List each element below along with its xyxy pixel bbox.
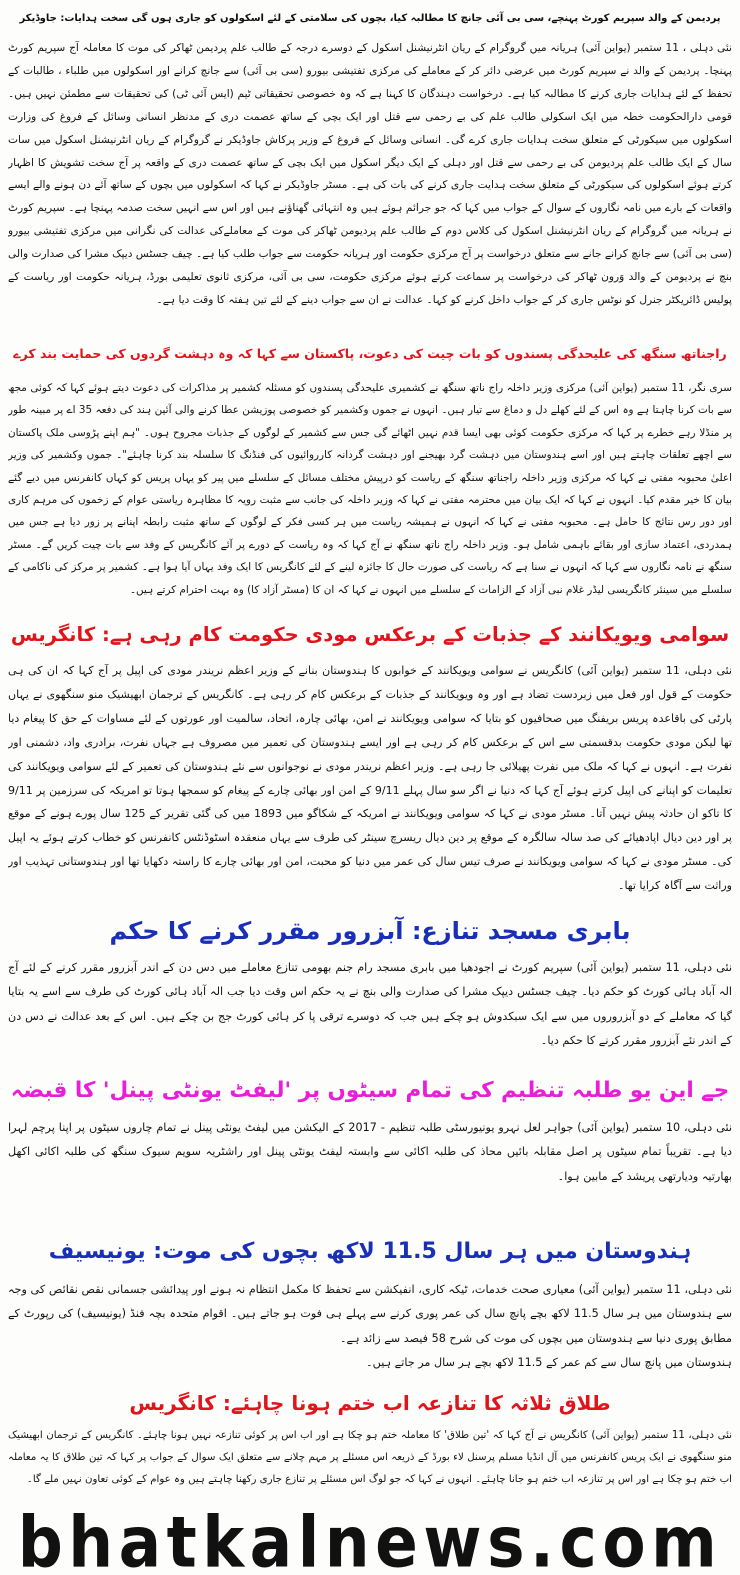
- article-body: [8, 37, 732, 314]
- article-paragraph: نئی دہلی، 10 ستمبر (یواین آئی) جواہر لعل نہرو یونیورسٹی طلبہ تنظیم - 2017 کے الیکشن میں لیفٹ یونٹی پینل نے تمام چاروں سیٹوں پر اپنا پرچم لہرا دیا ہے۔ تقریباً تمام سیٹوں پر اصل مقابلہ بائیں محاذ کی طلبہ اکائی سے وابستہ لیفٹ یونٹی پینل اور راشٹریہ سویم سیوک سنگھ کی طلبہ اکائی اکھل بھارتیہ ودیارتھی پریشد کے مابین ہوا۔: [8, 1121, 732, 1183]
- site-footer: [0, 1501, 740, 1575]
- news-article: [0, 905, 740, 1065]
- article-headline: پردیمن کے والد سپریم کورٹ پہنچے، سی بی آئی جانچ کا مطالبہ کیا، بچوں کی سلامتی کے لئے اسکولوں کو جاری ہوں گی سخت ہدایات: جاوڈیکر: [19, 13, 721, 24]
- news-article: [0, 610, 740, 905]
- article-body: [8, 956, 732, 1056]
- article-headline: طلاق ثلاثہ کا تنازعہ اب ختم ہونا چاہئے: کانگریس: [129, 1391, 611, 1415]
- article-paragraph: سری نگر، 11 ستمبر (یواین آئی) مرکزی وزیر داخلہ راج ناتھ سنگھ نے کشمیری علیحدگی پسندوں کو مسئلہ کشمیر پر مذاکرات کی دعوت دیتے ہوئے کہا کہ کوئی مجھ سے بات کرنا چاہتا ہے وہ اس کے لئے کھلے دل و دماغ سے تیار ہیں۔ انہوں نے جموں وکشمیر کو خصوصی پوزیشن عطا کرنے والی آئین ہند کی دفعہ 35 اے پر مبینہ طور پر منڈلا رہے خطرے پر کہا کہ مرکزی حکومت کوئی بھی ایسا قدم نہیں اٹھائے گی جس سے کشمیر کے لوگوں کے جذبات مجروح ہوں۔ "ہم اپنے پڑوسی ملک پاکستان سے اچھے تعلقات چاہتے ہیں اور اسے ہندوستان میں دہشت گرد بھیجنے اور دہشت گردانہ کارروائیوں کی فنڈنگ کا سلسلہ بند کرنا چاہئے"۔ جموں وکشمیر کی وزیر اعلیٰ محبوبہ مفتی نے کہا کہ مرکزی وزیر داخلہ راجناتھ سنگھ کے ریاست کو درپیش مختلف مسائل کے سلسلے میں پیر کو یہاں پریس کو کہاں کانفرنس میں دیے گئے بیان کا خیر مقدم کیا۔ انہوں نے کہا کہ ایک بیان میں محترمہ مفتی نے کہا کہ وزیر داخلہ کی جانب سے مثبت رویہ کا مظاہرہ ریاستی عوام کے زخموں کی مرہم کاری اور دور رس نتائج کا حامل ہے۔ محبوبہ مفتی نے کہا کہ انہوں نے ہمیشہ ریاست میں ہر کسی فکر کے لوگوں کے ساتھ مثبت رابطہ اپنانے پر زور دیا ہے جس میں ہمدردی، اعتماد سازی اور بقائے باہمی شامل ہو۔ وزیر داخلہ راج ناتھ سنگھ نے آج کہا کہ وہ ریاست کے دورے پر آئے کانگریس کے وفد سے بات چیت کریں گے۔ مسٹر سنگھ نے نامہ نگاروں سے کہا کہ انہوں نے سنا ہے کہ ریاست کی صورت حال کا جائزہ لینے کے لئے کانگریس کا ایک وفد یہاں آیا ہوا ہے۔ کشمیر پر مرکز کی ناکامی کے سلسلے میں سینئر کانگریسی لیڈر غلام نبی آزاد کے الزامات کے سلسلے میں انہوں نے کہا کہ ان کا (مسٹر آزاد کا) وہ بہت احترام کرتے ہیں۔: [8, 382, 732, 596]
- article-headline: بابری مسجد تنازع: آبزرور مقرر کرنے کا حکم: [109, 917, 631, 945]
- news-article: [0, 1380, 740, 1509]
- article-body: [8, 1425, 732, 1493]
- article-headline: سوامی ویویکانند کے جذبات کے برعکس مودی حکومت کام رہی ہے: کانگریس: [10, 623, 730, 646]
- news-article: [0, 330, 740, 610]
- news-article: [0, 1065, 740, 1225]
- article-body: [8, 1278, 732, 1378]
- article-body: [8, 1116, 732, 1191]
- article-body: [8, 659, 732, 900]
- article-paragraph: نئی دہلی، 11 ستمبر (یواین آئی) سپریم کورٹ نے اجودھیا میں بابری مسجد رام جنم بھومی تنازع معاملے میں دس دن کے اندر آبزرور مقرر کرنے کے لئے آج الہ آباد ہائی کورٹ کو حکم دیا۔ چیف جسٹس دیپک مشرا کی صدارت والی بنچ نے یہ حکم اس وقت دیا جب الہ آباد ہائی کورٹ کی طرف سے اسے یہ بتایا گیا کہ معاملے کے دو آبزروروں میں سے ایک سبکدوش ہو چکے ہیں جب کہ دوسرے ترقی پا کر ہائی کورٹ جج بن چکے ہیں۔ اس کے بعد عدالت نے دس دن کے اندر نئے آبزرور مقرر کرنے کا حکم دیا۔: [8, 961, 732, 1048]
- article-paragraph: نئی دہلی، 11 ستمبر (یواین آئی) معیاری صحت خدمات، ٹیکہ کاری، انفیکشن سے تحفظ کا مکمل انتظام نہ ہونے اور پیدائشی جسمانی نقص نقائص کی وجہ سے ہندوستان میں ہر سال 11.5 لاکھ بچے پانچ سال کی عمر پوری کرنے سے پہلے ہی فوت ہو جاتے ہیں۔ اقوام متحدہ بچہ فنڈ (یونیسیف) کی رپورٹ کے مطابق پوری دنیا سے ہندوستان میں بچوں کی موت کی شرح 58 فیصد سے زائد ہے۔: [8, 1283, 732, 1345]
- news-article: [0, 0, 740, 330]
- article-paragraph: نئی دہلی، 11 ستمبر (یواین آئی) کانگریس نے آج کہا کہ 'تین طلاق' کا معاملہ ختم ہو چکا ہے اور اب اس پر کوئی تنازعہ نہیں ہونا چاہئے۔ کانگریس کے ترجمان ابھیشیک منو سنگھوی نے ایک پریس کانفرنس میں آل انڈیا مسلم پرسنل لاء بورڈ کے ذریعہ اس مسئلے پر مہم چلانے سے متعلق ایک سوال کے جواب پر کہا کہ تین طلاق کا یہ معاملہ اب ختم ہو چکا ہے اور اس پر تنازعہ اب ختم ہو جانا چاہئے۔ انہوں نے کہا کہ جو لوگ اس مسئلے پر تنازع جاری رکھنا چاہتے ہیں وہ عوام کے کوئی تعاون نہیں ملے گا۔: [8, 1430, 732, 1485]
- article-headline: جے این یو طلبہ تنظیم کی تمام سیٹوں پر 'لیفٹ یونٹی پینل' کا قبضہ: [10, 1078, 730, 1103]
- article-headline: ہندوستان میں ہر سال 11.5 لاکھ بچوں کی موت: یونیسیف: [48, 1239, 692, 1264]
- article-body: [8, 377, 732, 603]
- article-paragraph: نئی دہلی، 11 ستمبر (یواین آئی) کانگریس نے سوامی ویویکانند کے خوابوں کا ہندوستان بنانے کے وزیر اعظم نریندر مودی کی اپیل پر آج کہا کہ ان کی ہی حکومت کے قول اور فعل میں زبردست تضاد ہے اور وہ ویویکانند کے جذبات کے برعکس کام کر رہی ہے۔ کانگریس کے ترجمان ابھیشیک منو سنگھوی نے یہاں پارٹی کی باقاعدہ پریس بریفنگ میں صحافیوں کو بتایا کہ سوامی ویویکانند نے امن، بھائی چارہ، اتحاد، سالمیت اور عورتوں کے لئے مساوات کے حق کا پیغام دیا تھا لیکن مودی حکومت بدقسمتی سے اس کے برعکس کام کر رہی ہے اور ایسے ہندوستان کی تعمیر میں مصروف ہے جہاں نفرت، برادری واد، دشمنی اور نفرت ہے۔ انہوں نے کہا کہ ملک میں نفرت پھیلائی جا رہی ہے۔ وزیر اعظم نریندر مودی نے نوجوانوں سے نئے ہندوستان کی تعمیر کے لئے سوامی ویویکانند کی تعلیمات کو اپنانے کی اپیل کرتے ہوئے آج کہا کہ دنیا نے اگر سو سال پہلے 9/11 کے امن اور بھائی چارے کے پیغام کو سمجھا ہوتا تو امریکہ کی سرزمین پر 9/11 کا تاکو ان حادثہ پیش نہیں آتا۔ مسٹر مودی نے کہا کہ سوامی ویویکانند نے امریکہ کے شکاگو میں 1893 میں کی گئی تقریر کے 125 سال پورے ہونے کے موقع پر اور دین دیال اپادھیائے کی صد سالہ سالگرہ کے موقع پر دین دیال ریسرچ سینٹر کی طرف سے یہاں منعقدہ اسٹوڈنٹس کانفرنس کو خطاب کرتے ہوئے یہ اپیل کی۔ مسٹر مودی نے کہا کہ سوامی ویویکانند نے صرف تیس سال کی عمر میں دنیا کو محبت، امن اور بھائی چارے کا راستہ دکھایا تھا اور ہندوستانی تہذیب اور وراثت سے آگاہ کرایا تھا۔: [8, 664, 732, 893]
- site-name: bhatkalnews.com: [17, 1501, 723, 1575]
- article-paragraph: نئی دہلی ، 11 ستمبر (یواین آئی) ہریانہ میں گروگرام کے ریان انٹرنیشنل اسکول کے دوسرے درجہ کے طالب علم پردیمن ٹھاکر کی موت کا معاملہ آج سپریم کورٹ پہنچا۔ پردیمن کے والد نے سپریم کورٹ میں عرضی دائر کر کے معاملے کی مرکزی تفتیشی بیورو (سی بی آئی) سے جانچ کرانے اور اسکولوں میں طلباء ، طالبات کے تحفظ کے لئے ہدایات جاری کرنے کا مطالبہ کیا ہے۔ درخواست دہندگان کا کہنا ہے کہ وہ خصوصی تحقیقاتی ٹیم (ایس آئی ٹی) کی تحقیقات سے مطمئن نہیں ہیں۔ قومی دارالحکومت خطہ میں ایک اسکولی طالب علم کی بے رحمی سے قتل اور ایک بچی کے ساتھ عصمت دری کے مدنظر انسانی وسائل کے فروغ کی وزارت اسکولوں میں سیکورٹی کے متعلق سخت ہدایات جاری کرے گی۔ انسانی وسائل کے فروغ کے وزیر پرکاش جاوڈیکر نے گروگرام کے ریان انٹرنیشنل اسکول میں سات سال کے ایک طالب علم پردیومن کی بے رحمی سے قتل اور دہلی کے ایک دیگر اسکول میں ایک بچی کے ساتھ عصمت دری کے واقعہ پر آج سخت تشویش کا اظہار کرتے ہوئے اسکولوں کی سیکورٹی کے متعلق سخت ہدایت جاری کرنے کی بات کی ہے۔ مسٹر جاوڈیکر نے کہا کہ اسکولوں میں بچوں کے ساتھ آئے دن ہونے والے ایسے واقعات کے بارے میں نامہ نگاروں کے سوال کے جواب میں کہا کہ جو جرائم ہوئے ہیں وہ انتہائی گھناؤنے ہیں اور اس سے انہیں سخت صدمہ پہنچا ہے۔ سپریم کورٹ نے ہریانہ میں گروگرام کے ریان انٹرنیشنل اسکول کی کلاس دوم کے طالب علم پردیومن ٹھاکر کی موت کے معاملےکی عدالت کی نگرانی میں مرکزی تفتیشی بیورو (سی بی آئی) سے جانچ کرانے جانے سے متعلق درخواست پر آج مرکزی حکومت اور ہریانہ حکومت سے جواب طلب کیا ہے۔ چیف جسٹس دیپک مشرا کی صدارت والی بنچ نے پردیومن کے والد وَرون ٹھاکر کی درخواست پر سماعت کرتے ہوئے مرکزی حکومت، سی بی آئی، مرکزی ثانوی تعلیمی بورڈ، ہریانہ حکومت اور ریاست کے پولیس ڈائریکٹر جنرل کو نوٹس جاری کر کے جواب داخل کرنے کو کہا۔ عدالت نے ان سے جواب دینے کے لئے تین ہفتہ کا وقت دیا ہے۔: [8, 42, 732, 306]
- article-paragraph: ہندوستان میں پانچ سال سے کم عمر کے 11.5 لاکھ بچے ہر سال مر جاتے ہیں۔: [366, 1356, 732, 1370]
- news-article: [0, 1225, 740, 1380]
- article-headline: راجناتھ سنگھ کی علیحدگی پسندوں کو بات چیت کی دعوت، پاکستان سے کہا کہ وہ دہشت گردوں کی حمایت بند کرے: [13, 346, 727, 361]
